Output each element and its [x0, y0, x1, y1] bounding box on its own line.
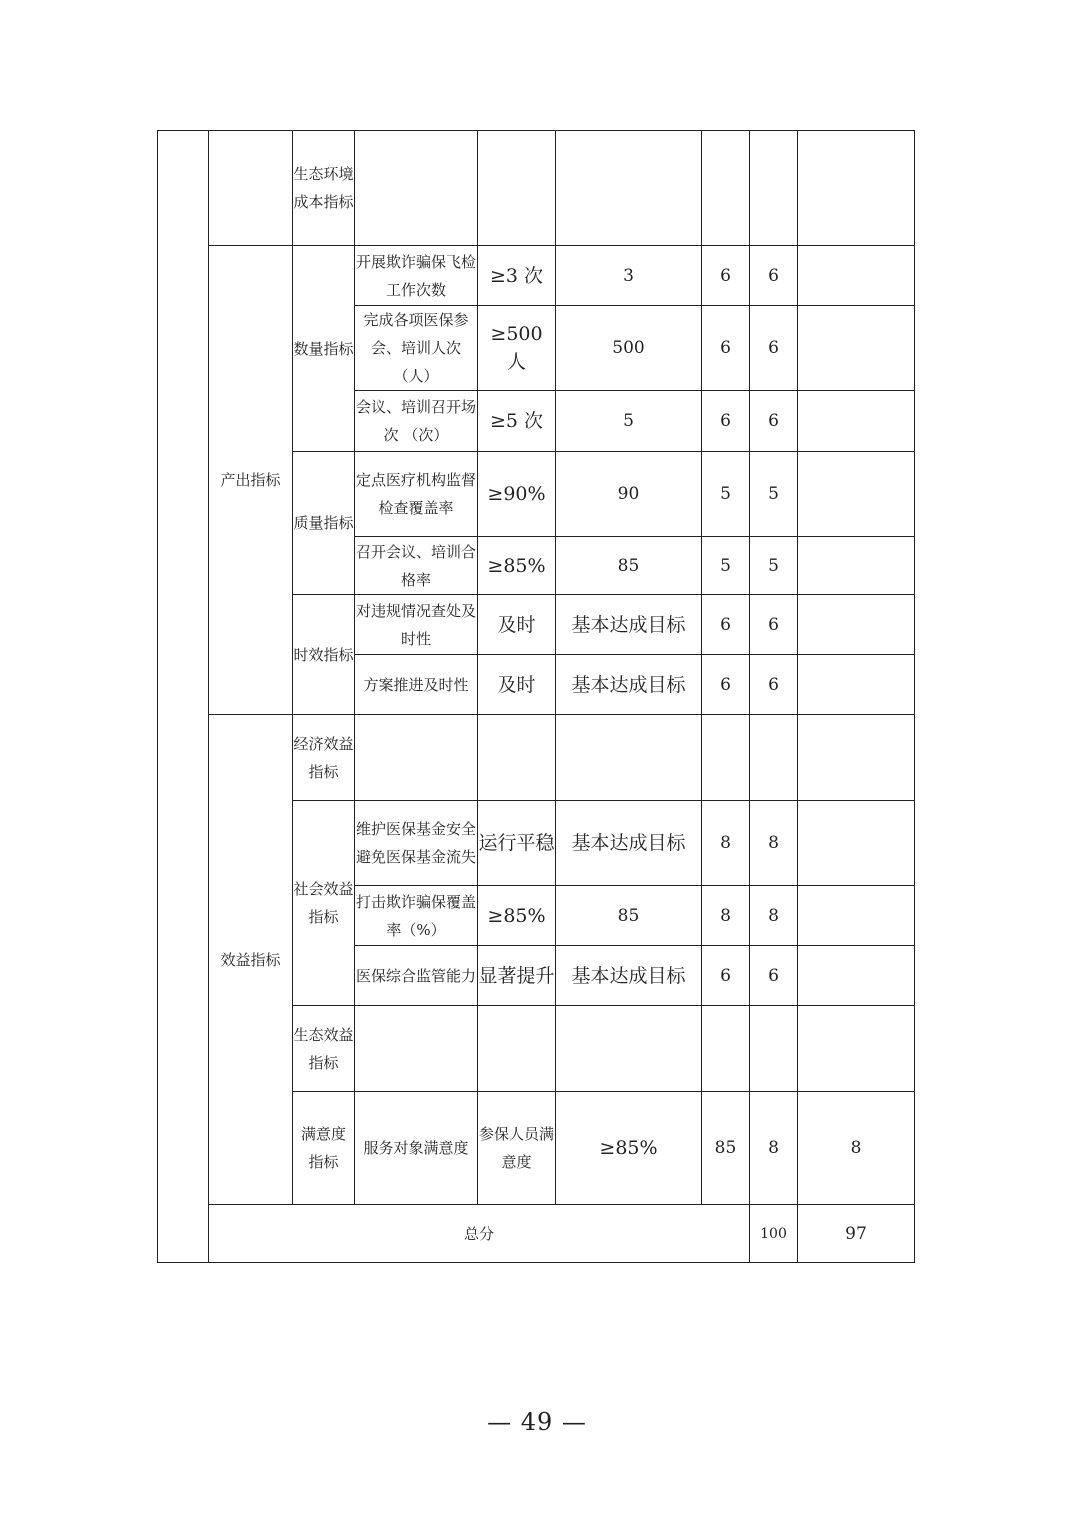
remark-cell	[798, 452, 915, 537]
page-number: — 49 —	[487, 1408, 587, 1436]
l1-satisfaction: 满意度指标	[293, 1092, 355, 1205]
total-row	[158, 1205, 915, 1263]
indicator-name: 定点医疗机构监督检查覆盖率	[355, 452, 478, 537]
actual-value: 85	[556, 537, 702, 595]
target-value: ≥85%	[556, 1092, 702, 1205]
target-value: ≥85%	[478, 886, 556, 946]
weight-value: 6	[702, 655, 750, 715]
indicator-name: 召开会议、培训合格率	[355, 537, 478, 595]
total-score: 97	[798, 1205, 915, 1263]
weight-value: 5	[702, 537, 750, 595]
score-value: 6	[750, 655, 798, 715]
indicator-name: 维护医保基金安全避免医保基金流失	[355, 801, 478, 886]
l2-social: 社会效益指标	[293, 801, 355, 1006]
l1-output: 产出指标	[209, 246, 293, 715]
l2-ecological: 生态效益指标	[293, 1006, 355, 1092]
weight-value: 6	[702, 391, 750, 452]
indicator-name: 参保人员满意度	[478, 1092, 556, 1205]
remark-cell	[798, 886, 915, 946]
remark-cell	[798, 801, 915, 886]
weight-value: 6	[702, 595, 750, 655]
l2-quantity: 数量指标	[293, 246, 355, 452]
total-label: 总分	[209, 1205, 750, 1263]
score-value: 6	[750, 391, 798, 452]
score-value: 5	[750, 452, 798, 537]
remark-cell	[798, 655, 915, 715]
actual-value: 85	[556, 886, 702, 946]
l2-satisfaction: 服务对象满意度	[355, 1092, 478, 1205]
table-row	[158, 715, 915, 801]
target-value: 及时	[478, 655, 556, 715]
actual-value: 基本达成目标	[556, 655, 702, 715]
score-value: 8	[798, 1092, 915, 1205]
total-weight: 100	[750, 1205, 798, 1263]
weight-value: 6	[702, 246, 750, 306]
indicator-name: 会议、培训召开场次 （次）	[355, 391, 478, 452]
l2-economic: 经济效益指标	[293, 715, 355, 801]
remark-cell	[798, 391, 915, 452]
indicator-name: 对违规情况查处及时性	[355, 595, 478, 655]
score-value: 6	[750, 246, 798, 306]
actual-value: 3	[556, 246, 702, 306]
weight-value: 5	[702, 452, 750, 537]
l2-quality: 质量指标	[293, 452, 355, 595]
l2-timeliness: 时效指标	[293, 595, 355, 715]
remark-cell	[798, 246, 915, 306]
weight-value: 6	[702, 946, 750, 1006]
target-value: ≥500 人	[478, 306, 556, 391]
table-row	[158, 246, 915, 306]
indicator-name: 完成各项医保参会、培训人次（人）	[355, 306, 478, 391]
actual-value: 500	[556, 306, 702, 391]
indicator-name: 打击欺诈骗保覆盖率（%）	[355, 886, 478, 946]
actual-value: 基本达成目标	[556, 946, 702, 1006]
target-value: ≥90%	[478, 452, 556, 537]
score-value: 8	[750, 886, 798, 946]
remark-cell	[798, 595, 915, 655]
actual-value: 5	[556, 391, 702, 452]
target-value: ≥5 次	[478, 391, 556, 452]
actual-value: 90	[556, 452, 702, 537]
actual-value: 基本达成目标	[556, 595, 702, 655]
target-value: 运行平稳	[478, 801, 556, 886]
remark-cell	[798, 306, 915, 391]
l2-eco-cost: 生态环境成本指标	[293, 131, 355, 246]
actual-value: 85	[702, 1092, 750, 1205]
indicator-name: 方案推进及时性	[355, 655, 478, 715]
indicator-name: 医保综合监管能力	[355, 946, 478, 1006]
actual-value: 基本达成目标	[556, 801, 702, 886]
score-value: 6	[750, 306, 798, 391]
weight-value: 8	[702, 886, 750, 946]
weight-value: 8	[750, 1092, 798, 1205]
target-value: ≥85%	[478, 537, 556, 595]
score-value: 6	[750, 595, 798, 655]
remark-cell	[798, 537, 915, 595]
target-value: 及时	[478, 595, 556, 655]
l1-benefit: 效益指标	[209, 715, 293, 1205]
blank-l1-cell	[209, 131, 293, 246]
score-value: 6	[750, 946, 798, 1006]
target-value: 显著提升	[478, 946, 556, 1006]
score-value: 8	[750, 801, 798, 886]
table-row	[158, 131, 915, 246]
blank-first-column	[158, 131, 209, 1263]
performance-indicator-table	[157, 130, 915, 1263]
target-value: ≥3 次	[478, 246, 556, 306]
score-value: 5	[750, 537, 798, 595]
weight-value: 6	[702, 306, 750, 391]
remark-cell	[798, 946, 915, 1006]
indicator-name: 开展欺诈骗保飞检工作次数	[355, 246, 478, 306]
weight-value: 8	[702, 801, 750, 886]
